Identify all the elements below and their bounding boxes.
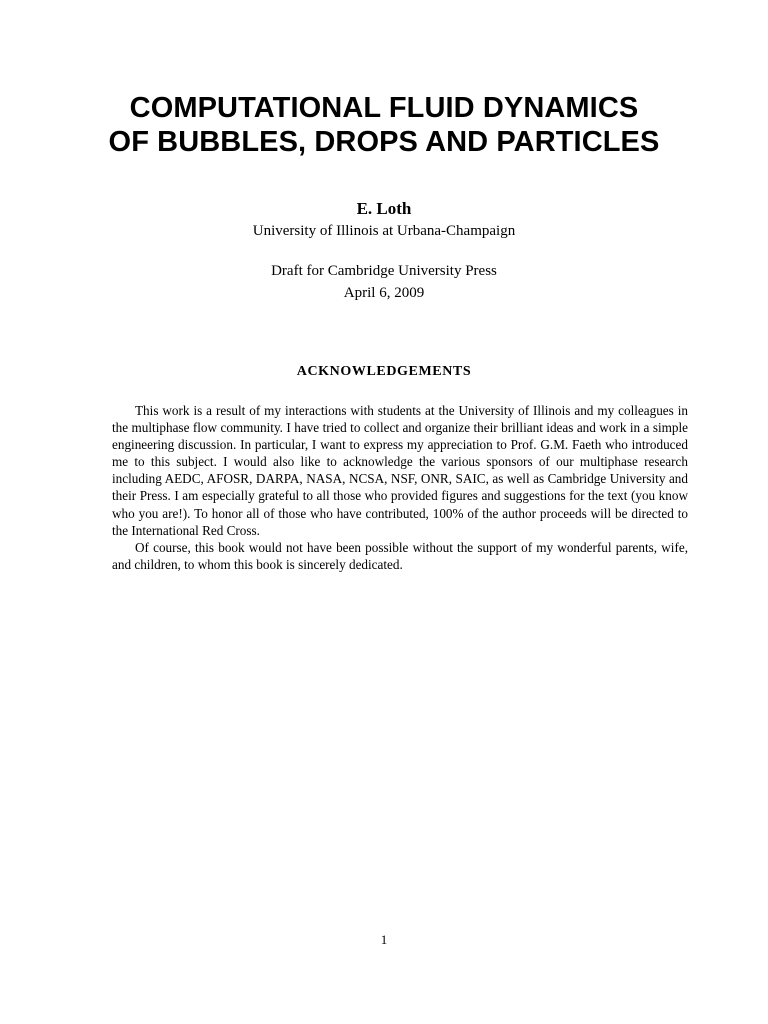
title-line-2: OF BUBBLES, DROPS AND PARTICLES xyxy=(108,126,660,158)
page-number: 1 xyxy=(380,932,388,947)
acknowledgements-body xyxy=(112,402,688,573)
title-line-1: COMPUTATIONAL FLUID DYNAMICS xyxy=(129,92,639,124)
draft-note: Draft for Cambridge University Press xyxy=(271,263,497,279)
author-affiliation: University of Illinois at Urbana-Champaign xyxy=(252,223,516,239)
draft-date: April 6, 2009 xyxy=(343,285,425,301)
acknowledgements-paragraph: This work is a result of my interactions with students at the University of Illinois and my colleagues in the multiphase flow community. I have tried to collect and organize their brilliant ideas and work in a simple engineering discussion. In particular, I want to express my appreciation to Prof. G.M. Faeth who introduced me to this subject. I would also like to acknowledge the various sponsors of our multiphase research including AEDC, AFOSR, DARPA, NASA, NCSA, NSF, ONR, SAIC, as well as Cambridge University and their Press. I am especially grateful to all those who provided figures and suggestions for the text (you know who you are!). To honor all of those who have contributed, 100% of the author proceeds will be directed to the International Red Cross. xyxy=(112,403,688,538)
acknowledgements-heading: ACKNOWLEDGEMENTS xyxy=(296,364,472,379)
author-name: E. Loth xyxy=(356,199,412,218)
acknowledgements-paragraph: Of course, this book would not have been possible without the support of my wonderful parents, wife, and children, to whom this book is sincerely dedicated. xyxy=(112,539,688,572)
